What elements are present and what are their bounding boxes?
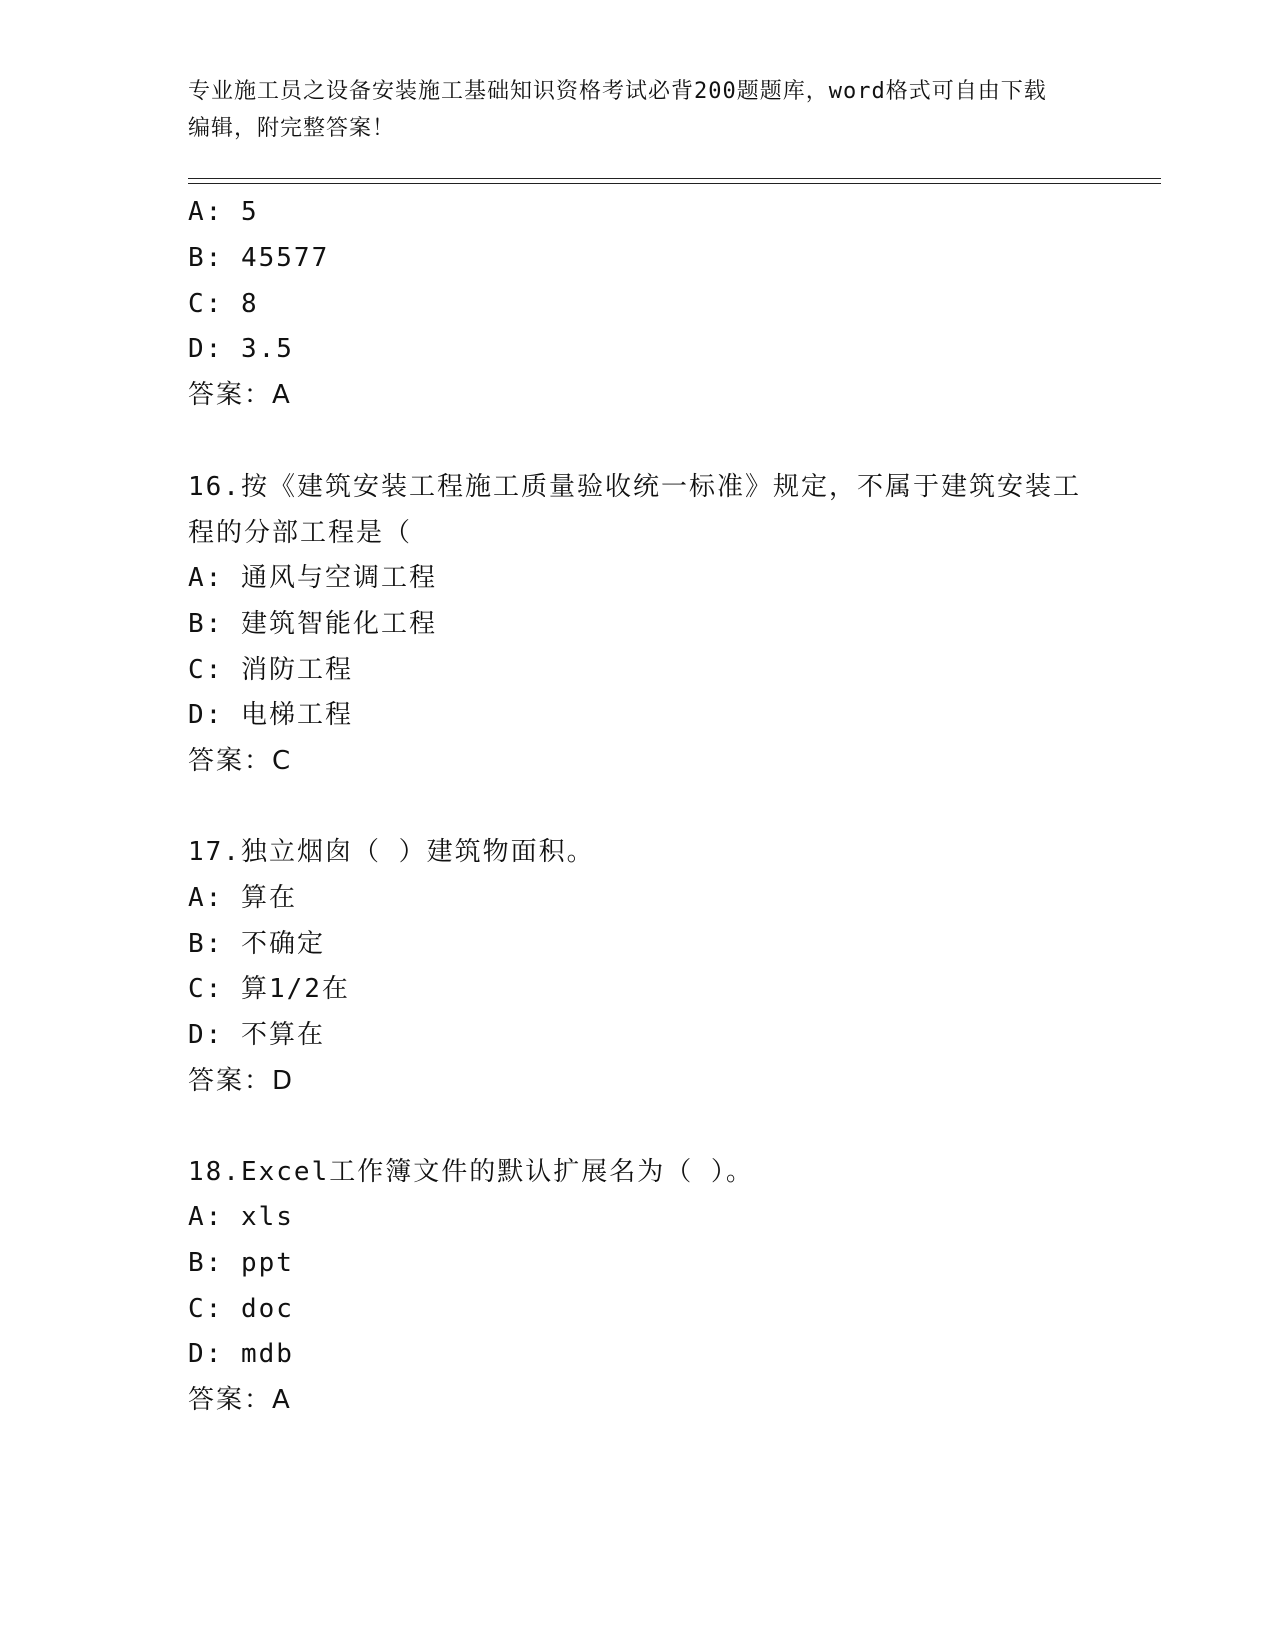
q18-option-c: C: doc [188,1294,294,1324]
q17-option-b: B: 不确定 [188,929,325,959]
q18-answer: 答案：A [188,1385,292,1415]
q16-option-c: C: 消防工程 [188,655,353,685]
q15-option-d: D: 3.5 [188,334,294,364]
q17-option-c: C: 算1/2在 [188,974,350,1004]
document-title: 专业施工员之设备安装施工基础知识资格考试必背200题题库，word格式可自由下载编辑，附完整答案！ [188,79,1047,141]
q15-option-a: A: 5 [188,197,259,227]
q17-option-a: A: 算在 [188,883,297,913]
q16-option-a: A: 通风与空调工程 [188,563,437,593]
q18-option-d: D: mdb [188,1339,294,1369]
q17-question: 17.独立烟囱（ ）建筑物面积。 [188,837,595,867]
header-divider-bottom [188,183,1161,184]
header-divider-top [188,178,1161,179]
q18-question: 18.Excel工作簿文件的默认扩展名为（ ）。 [188,1157,754,1187]
q18-option-b: B: ppt [188,1248,294,1278]
q16-answer: 答案：C [188,746,293,776]
q15-option-b: B: 45577 [188,243,330,273]
q16-option-d: D: 电梯工程 [188,700,353,730]
q17-answer: 答案：D [188,1066,295,1096]
q15-option-c: C: 8 [188,289,259,319]
q15-answer: 答案：A [188,380,292,410]
q18-option-a: A: xls [188,1202,294,1232]
q17-option-d: D: 不算在 [188,1020,325,1050]
q16-question: 16.按《建筑安装工程施工质量验收统一标准》规定，不属于建筑安装工程的分部工程是（ [188,472,1081,548]
q16-option-b: B: 建筑智能化工程 [188,609,437,639]
